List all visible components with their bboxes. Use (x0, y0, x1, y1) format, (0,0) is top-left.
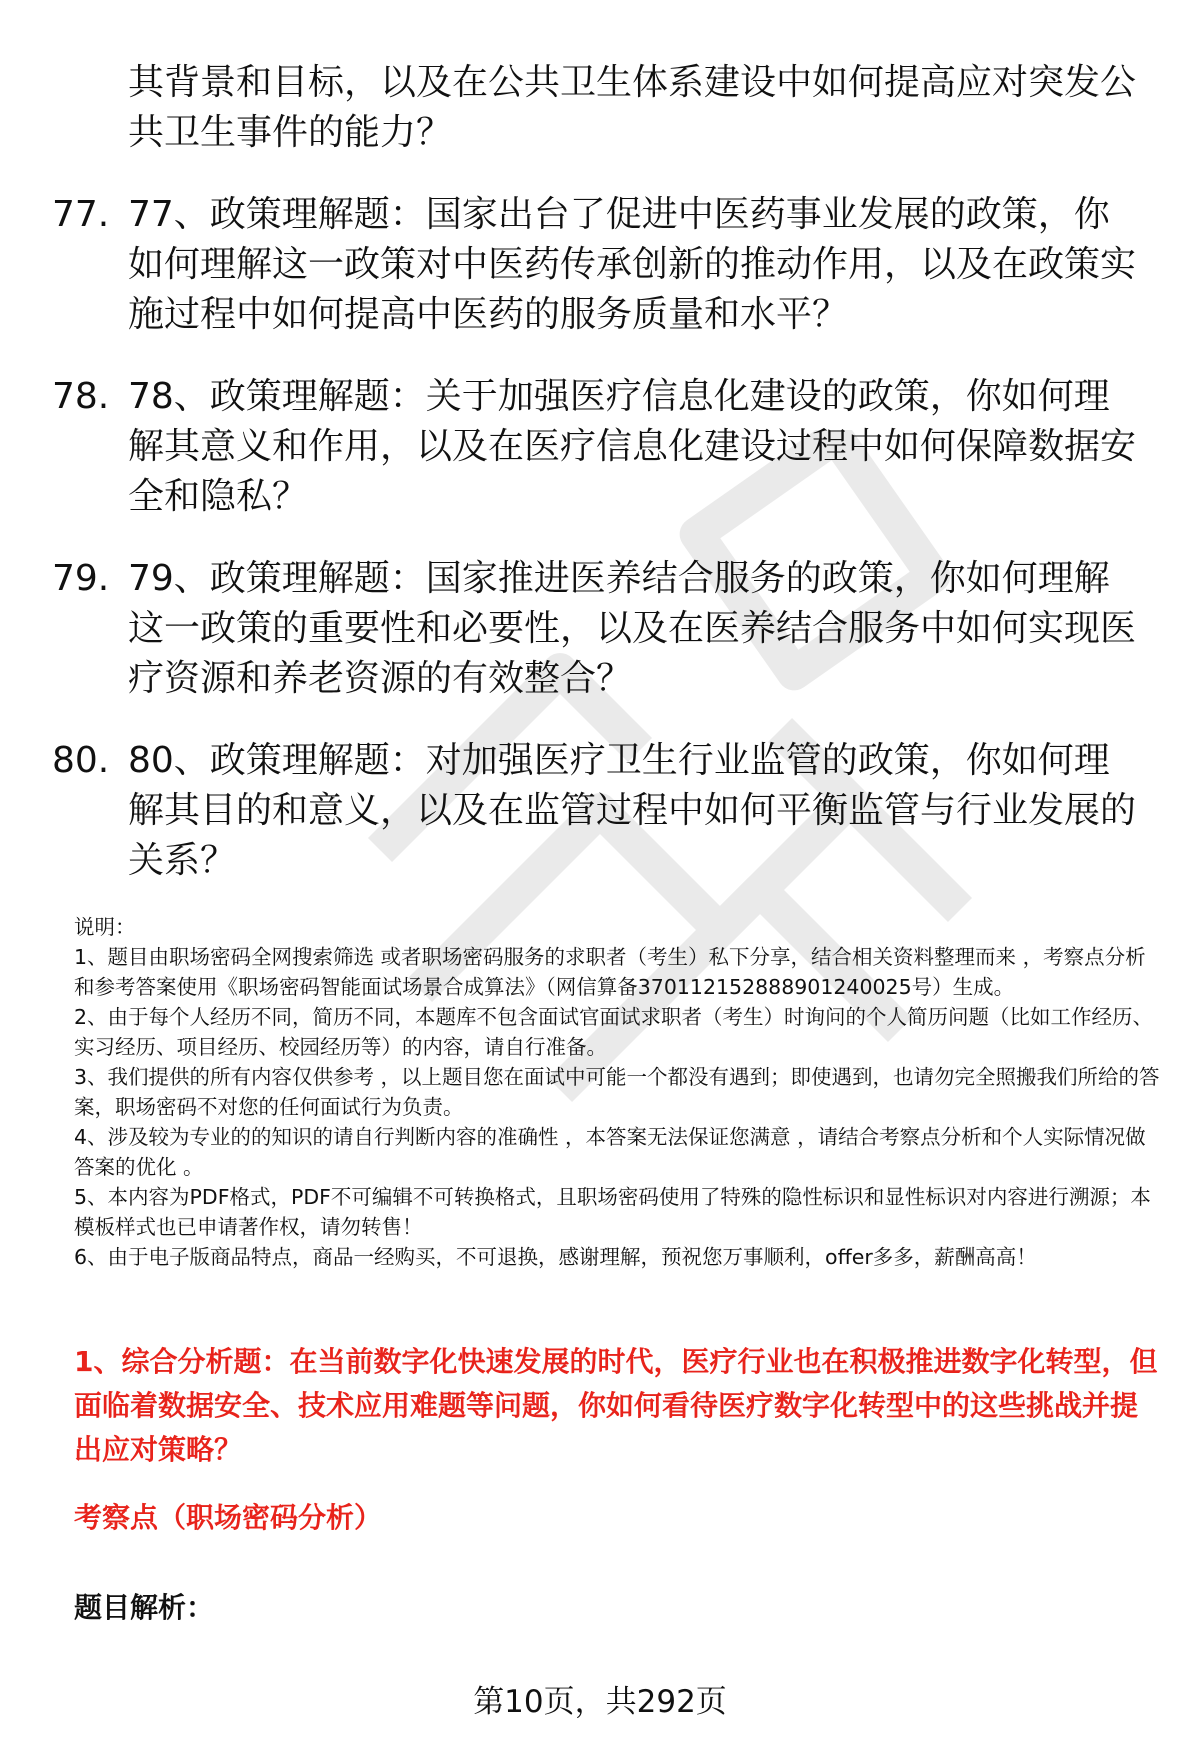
question-number: 77. (52, 194, 110, 235)
question-text: 80、政策理解题：对加强医疗卫生行业监管的政策，你如何理解其目的和意义，以及在监管过程中如何平衡监管与行业发展的关系？ (128, 740, 1137, 881)
kaochadian-heading: 考察点（职场密码分析） (74, 1501, 383, 1534)
note-item: 2、由于每个人经历不同，简历不同，本题库不包含面试官面试求职者（考生）时询问的个人简历问题（比如工作经历、实习经历、项目经历、校园经历等）的内容，请自行准备。 (74, 1005, 1154, 1059)
list-item (0, 554, 1200, 736)
question-1-heading: 1、综合分析题：在当前数字化快速发展的时代，医疗行业也在积极推进数字化转型，但面临着数据安全、技术应用难题等问题，你如何看待医疗数字化转型中的这些挑战并提出应对策略？ (74, 1345, 1158, 1466)
note-item: 6、由于电子版商品特点，商品一经购买，不可退换，感谢理解，预祝您万事顺利，offer多多，薪酬高高！ (74, 1245, 1037, 1269)
list-item (0, 736, 1200, 918)
question-number: 79. (52, 558, 110, 599)
page-number: 第10页，共292页 (473, 1684, 727, 1720)
note-item: 4、涉及较为专业的的知识的请自行判断内容的准确性 ，本答案无法保证您满意 ，请结合考察点分析和个人实际情况做答案的优化 。 (74, 1125, 1146, 1179)
list-item (0, 190, 1200, 372)
notes-title: 说明： (74, 915, 136, 939)
question-list (0, 190, 1200, 918)
note-item: 5、本内容为PDF格式，PDF不可编辑不可转换格式，且职场密码使用了特殊的隐性标识和显性标识对内容进行溯源；本模板样式也已申请著作权，请勿转售！ (74, 1185, 1151, 1239)
list-item (0, 372, 1200, 554)
question-text: 79、政策理解题：国家推进医养结合服务的政策，你如何理解这一政策的重要性和必要性，以及在医养结合服务中如何实现医疗资源和养老资源的有效整合？ (128, 558, 1137, 699)
question-number: 80. (52, 740, 110, 781)
question-text: 77、政策理解题：国家出台了促进中医药事业发展的政策，你如何理解这一政策对中医药传承创新的推动作用，以及在政策实施过程中如何提高中医药的服务质量和水平？ (128, 194, 1137, 335)
timujiexi-heading: 题目解析： (74, 1591, 215, 1624)
note-item: 3、我们提供的所有内容仅供参考 ，以上题目您在面试中可能一个都没有遇到；即使遇到，也请勿完全照搬我们所给的答案，职场密码不对您的任何面试行为负责。 (74, 1065, 1160, 1119)
notes-section (74, 912, 1160, 1272)
question-text: 78、政策理解题：关于加强医疗信息化建设的政策，你如何理解其意义和作用，以及在医疗信息化建设过程中如何保障数据安全和隐私？ (128, 376, 1137, 517)
question-76-continuation: 其背景和目标，以及在公共卫生体系建设中如何提高应对突发公共卫生事件的能力？ (128, 62, 1137, 153)
question-number: 78. (52, 376, 110, 417)
note-item: 1、题目由职场密码全网搜索筛选 或者职场密码服务的求职者（考生）私下分享，结合相关资料整理而来 ，考察点分析和参考答案使用《职场密码智能面试场景合成算法》（网信算备370112152888901240025号）生成。 (74, 945, 1146, 999)
